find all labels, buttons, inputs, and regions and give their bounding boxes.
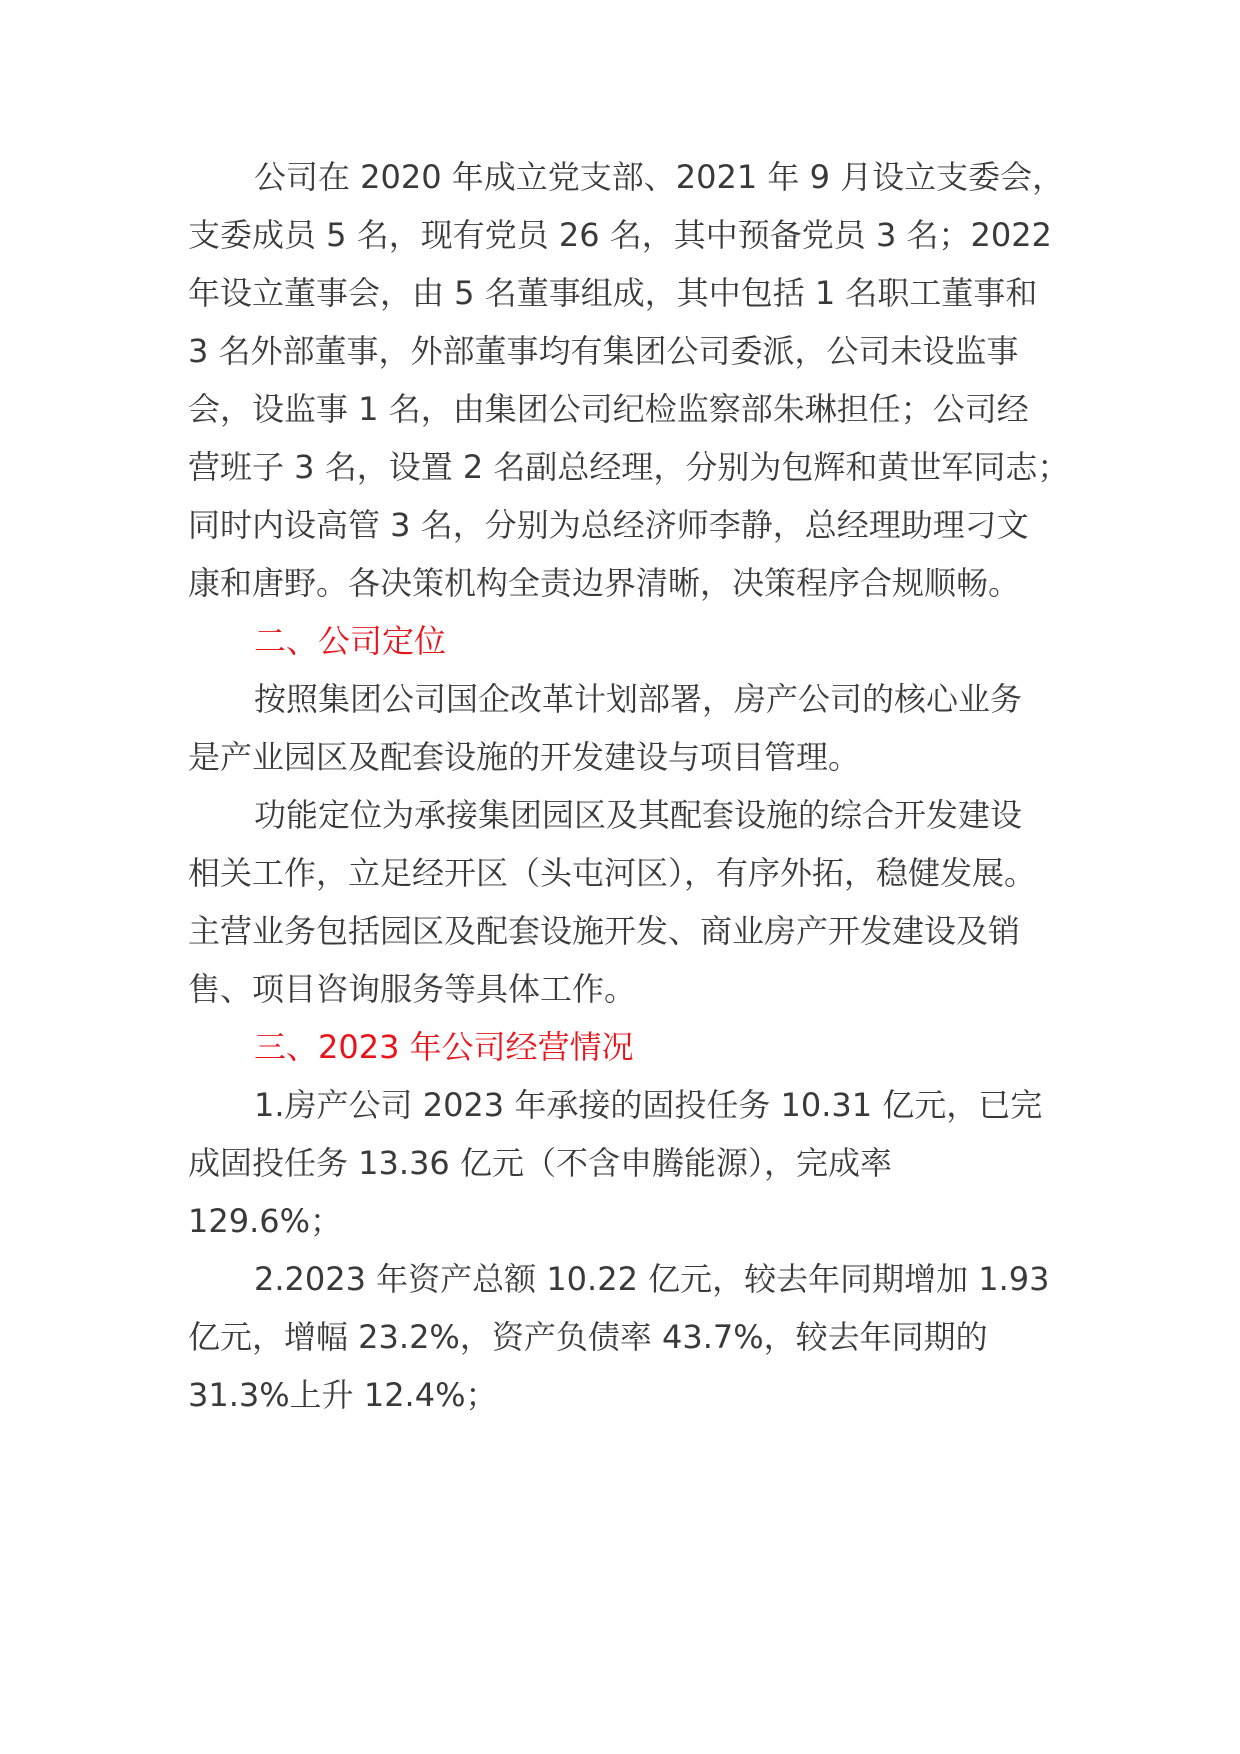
- text-line: 129.6%；: [188, 1202, 343, 1240]
- text-line: 3 名外部董事，外部董事均有集团公司委派，公司未设监事: [188, 332, 1019, 370]
- text-line: 公司在 2020 年成立党支部、2021 年 9 月设立支委会，: [254, 158, 1065, 196]
- text-line: 年设立董事会，由 5 名董事组成，其中包括 1 名职工董事和: [188, 274, 1038, 312]
- text-line: 按照集团公司国企改革计划部署，房产公司的核心业务: [254, 680, 1023, 718]
- text-line: 营班子 3 名，设置 2 名副总经理，分别为包辉和黄世军同志；: [188, 448, 1070, 486]
- text-line: 同时内设高管 3 名，分别为总经济师李静，总经理助理刁文: [188, 506, 1029, 544]
- section-heading-positioning: 二、公司定位: [254, 622, 447, 660]
- text-line: 会，设监事 1 名，由集团公司纪检监察部朱琳担任；公司经: [188, 390, 1029, 428]
- text-line: 支委成员 5 名，现有党员 26 名，其中预备党员 3 名；2022: [188, 216, 1052, 254]
- text-line: 成固投任务 13.36 亿元（不含申腾能源），完成率: [188, 1144, 892, 1182]
- text-line: 是产业园区及配套设施的开发建设与项目管理。: [188, 738, 861, 776]
- text-line: 1.房产公司 2023 年承接的固投任务 10.31 亿元，已完: [254, 1086, 1043, 1124]
- text-line: 主营业务包括园区及配套设施开发、商业房产开发建设及销: [188, 912, 1021, 950]
- text-line: 康和唐野。各决策机构全责边界清晰，决策程序合规顺畅。: [188, 564, 1021, 602]
- text-line: 亿元，增幅 23.2%，资产负债率 43.7%，较去年同期的: [188, 1318, 988, 1356]
- text-line: 相关工作，立足经开区（头屯河区），有序外拓，稳健发展。: [188, 854, 1037, 892]
- text-line: 售、项目咨询服务等具体工作。: [188, 970, 637, 1008]
- text-line: 功能定位为承接集团园区及其配套设施的综合开发建设: [254, 796, 1023, 834]
- text-line: 31.3%上升 12.4%；: [188, 1376, 498, 1414]
- section-heading-operations: 三、2023 年公司经营情况: [254, 1028, 634, 1066]
- text-line: 2.2023 年资产总额 10.22 亿元，较去年同期增加 1.93: [254, 1260, 1050, 1298]
